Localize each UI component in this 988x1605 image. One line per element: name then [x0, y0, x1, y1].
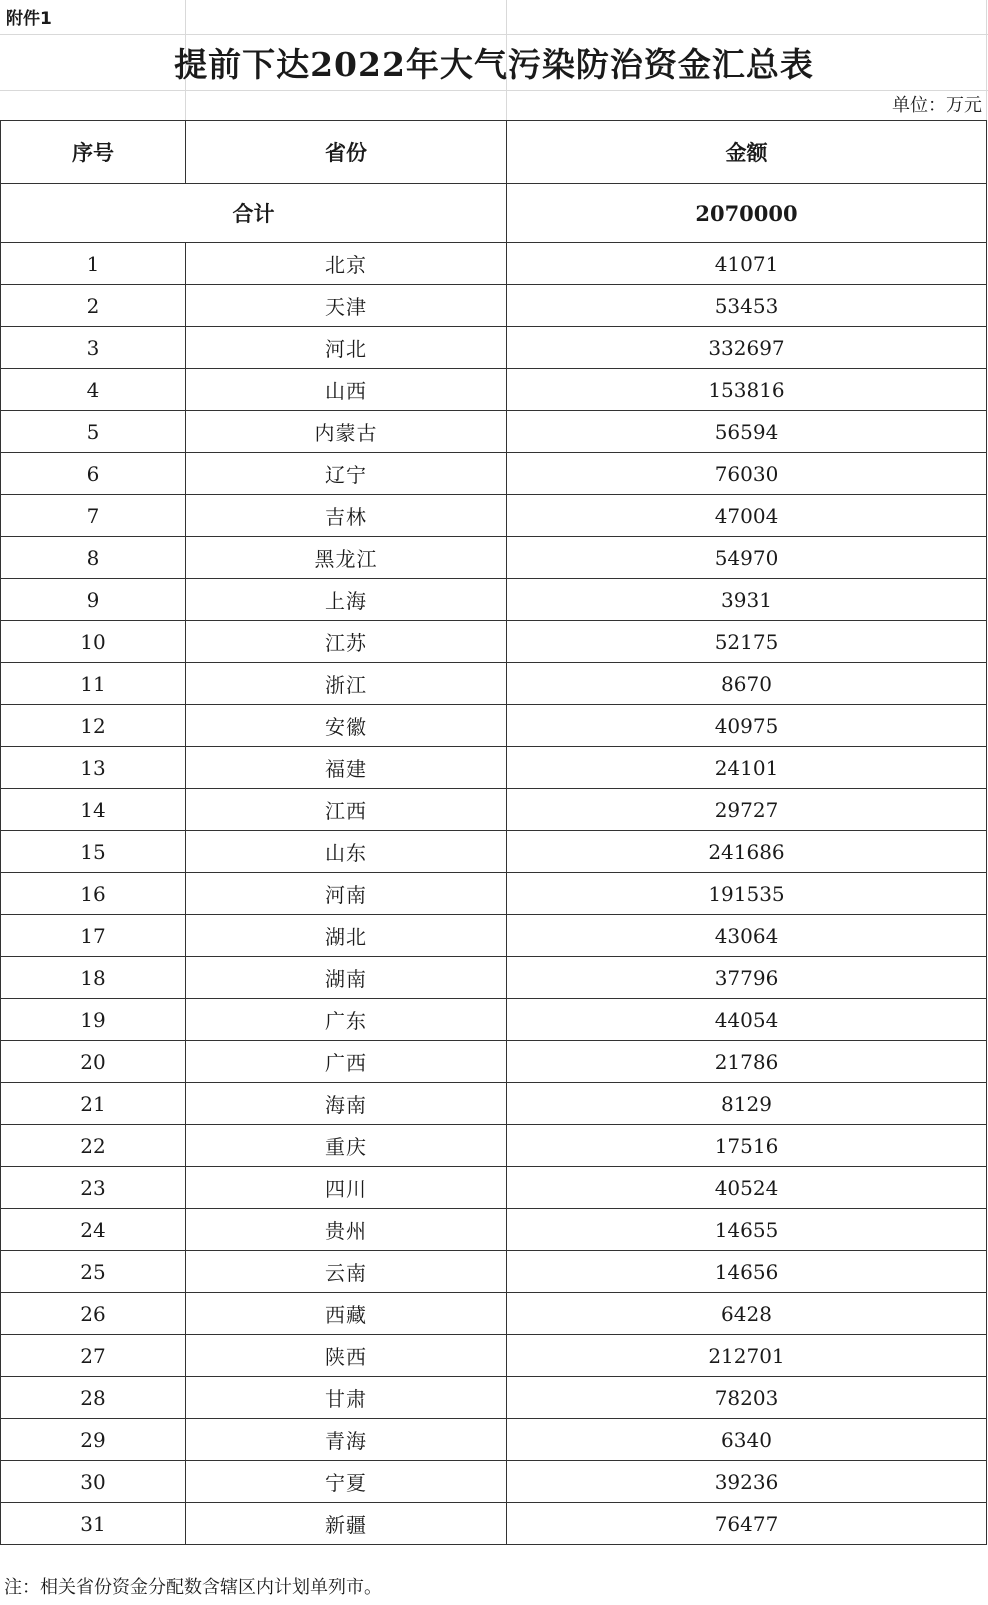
row-amount: 53453: [507, 285, 987, 327]
row-province: 湖南: [186, 957, 507, 999]
row-index: 16: [1, 873, 186, 915]
table-row: [1, 1125, 987, 1167]
row-amount: 3931: [507, 579, 987, 621]
row-amount: 40975: [507, 705, 987, 747]
row-amount: 40524: [507, 1167, 987, 1209]
row-amount: 76030: [507, 453, 987, 495]
table-row: [1, 1251, 987, 1293]
row-index: 13: [1, 747, 186, 789]
row-province: 西藏: [186, 1293, 507, 1335]
row-province: 上海: [186, 579, 507, 621]
row-province: 福建: [186, 747, 507, 789]
row-amount: 332697: [507, 327, 987, 369]
row-index: 26: [1, 1293, 186, 1335]
grid-line: [0, 90, 988, 91]
row-amount: 21786: [507, 1041, 987, 1083]
table-row: [1, 243, 987, 285]
row-province: 海南: [186, 1083, 507, 1125]
table-row: [1, 789, 987, 831]
row-province: 甘肃: [186, 1377, 507, 1419]
table-row: [1, 1503, 987, 1545]
row-province: 贵州: [186, 1209, 507, 1251]
table-row: [1, 999, 987, 1041]
row-amount: 24101: [507, 747, 987, 789]
row-index: 7: [1, 495, 186, 537]
row-province: 浙江: [186, 663, 507, 705]
row-index: 22: [1, 1125, 186, 1167]
row-index: 1: [1, 243, 186, 285]
row-province: 青海: [186, 1419, 507, 1461]
table-row: [1, 831, 987, 873]
row-amount: 241686: [507, 831, 987, 873]
row-province: 天津: [186, 285, 507, 327]
table-row: [1, 1209, 987, 1251]
row-index: 10: [1, 621, 186, 663]
row-province: 山东: [186, 831, 507, 873]
row-index: 27: [1, 1335, 186, 1377]
row-index: 9: [1, 579, 186, 621]
row-amount: 78203: [507, 1377, 987, 1419]
table-row: [1, 747, 987, 789]
table-row: [1, 1419, 987, 1461]
row-province: 四川: [186, 1167, 507, 1209]
row-index: 11: [1, 663, 186, 705]
row-amount: 44054: [507, 999, 987, 1041]
row-index: 3: [1, 327, 186, 369]
row-index: 4: [1, 369, 186, 411]
table-row: [1, 705, 987, 747]
table-row: [1, 663, 987, 705]
grid-line: [0, 34, 988, 35]
table-row: [1, 411, 987, 453]
row-province: 辽宁: [186, 453, 507, 495]
total-value: 2070000: [507, 184, 987, 243]
table-row: [1, 1293, 987, 1335]
row-province: 吉林: [186, 495, 507, 537]
row-amount: 56594: [507, 411, 987, 453]
total-row: [1, 184, 987, 243]
row-index: 25: [1, 1251, 186, 1293]
table-body: [1, 184, 987, 1545]
row-amount: 8670: [507, 663, 987, 705]
row-province: 河北: [186, 327, 507, 369]
row-province: 湖北: [186, 915, 507, 957]
row-index: 5: [1, 411, 186, 453]
row-index: 31: [1, 1503, 186, 1545]
row-amount: 29727: [507, 789, 987, 831]
table-row: [1, 369, 987, 411]
row-index: 30: [1, 1461, 186, 1503]
table-row: [1, 621, 987, 663]
page-title: 提前下达2022年大气污染防治资金汇总表: [174, 45, 814, 84]
row-amount: 17516: [507, 1125, 987, 1167]
row-index: 19: [1, 999, 186, 1041]
row-province: 云南: [186, 1251, 507, 1293]
header-index: 序号: [1, 121, 186, 184]
row-amount: 39236: [507, 1461, 987, 1503]
row-province: 江苏: [186, 621, 507, 663]
table-row: [1, 453, 987, 495]
row-amount: 76477: [507, 1503, 987, 1545]
row-amount: 14655: [507, 1209, 987, 1251]
table-row: [1, 873, 987, 915]
header-row: [1, 121, 987, 184]
table-row: [1, 1461, 987, 1503]
row-index: 28: [1, 1377, 186, 1419]
row-province: 广西: [186, 1041, 507, 1083]
row-amount: 153816: [507, 369, 987, 411]
row-province: 江西: [186, 789, 507, 831]
row-index: 18: [1, 957, 186, 999]
row-amount: 47004: [507, 495, 987, 537]
row-amount: 52175: [507, 621, 987, 663]
row-amount: 37796: [507, 957, 987, 999]
table-row: [1, 1377, 987, 1419]
table-row: [1, 327, 987, 369]
row-amount: 43064: [507, 915, 987, 957]
footnote: 注：相关省份资金分配数含辖区内计划单列市。: [4, 1577, 382, 1598]
attachment-label: 附件1: [6, 9, 52, 29]
row-amount: 14656: [507, 1251, 987, 1293]
header-province: 省份: [186, 121, 507, 184]
row-index: 8: [1, 537, 186, 579]
row-index: 17: [1, 915, 186, 957]
table-row: [1, 957, 987, 999]
row-province: 山西: [186, 369, 507, 411]
row-amount: 41071: [507, 243, 987, 285]
table-row: [1, 579, 987, 621]
row-province: 北京: [186, 243, 507, 285]
header-amount: 金额: [507, 121, 987, 184]
row-amount: 54970: [507, 537, 987, 579]
row-amount: 6428: [507, 1293, 987, 1335]
table-row: [1, 495, 987, 537]
row-amount: 191535: [507, 873, 987, 915]
row-index: 20: [1, 1041, 186, 1083]
row-province: 内蒙古: [186, 411, 507, 453]
row-province: 陕西: [186, 1335, 507, 1377]
table-row: [1, 915, 987, 957]
row-province: 安徽: [186, 705, 507, 747]
row-province: 河南: [186, 873, 507, 915]
row-index: 15: [1, 831, 186, 873]
row-index: 23: [1, 1167, 186, 1209]
funding-table: [0, 120, 987, 1545]
row-index: 12: [1, 705, 186, 747]
row-province: 重庆: [186, 1125, 507, 1167]
row-amount: 212701: [507, 1335, 987, 1377]
row-province: 广东: [186, 999, 507, 1041]
row-amount: 8129: [507, 1083, 987, 1125]
table-row: [1, 1167, 987, 1209]
row-province: 宁夏: [186, 1461, 507, 1503]
table-row: [1, 1041, 987, 1083]
table-row: [1, 1083, 987, 1125]
table-row: [1, 285, 987, 327]
row-province: 黑龙江: [186, 537, 507, 579]
table-row: [1, 537, 987, 579]
row-index: 14: [1, 789, 186, 831]
table-row: [1, 1335, 987, 1377]
row-index: 29: [1, 1419, 186, 1461]
row-index: 21: [1, 1083, 186, 1125]
total-label: 合计: [1, 184, 507, 243]
row-amount: 6340: [507, 1419, 987, 1461]
unit-label: 单位：万元: [892, 95, 982, 116]
row-index: 6: [1, 453, 186, 495]
row-province: 新疆: [186, 1503, 507, 1545]
row-index: 2: [1, 285, 186, 327]
row-index: 24: [1, 1209, 186, 1251]
